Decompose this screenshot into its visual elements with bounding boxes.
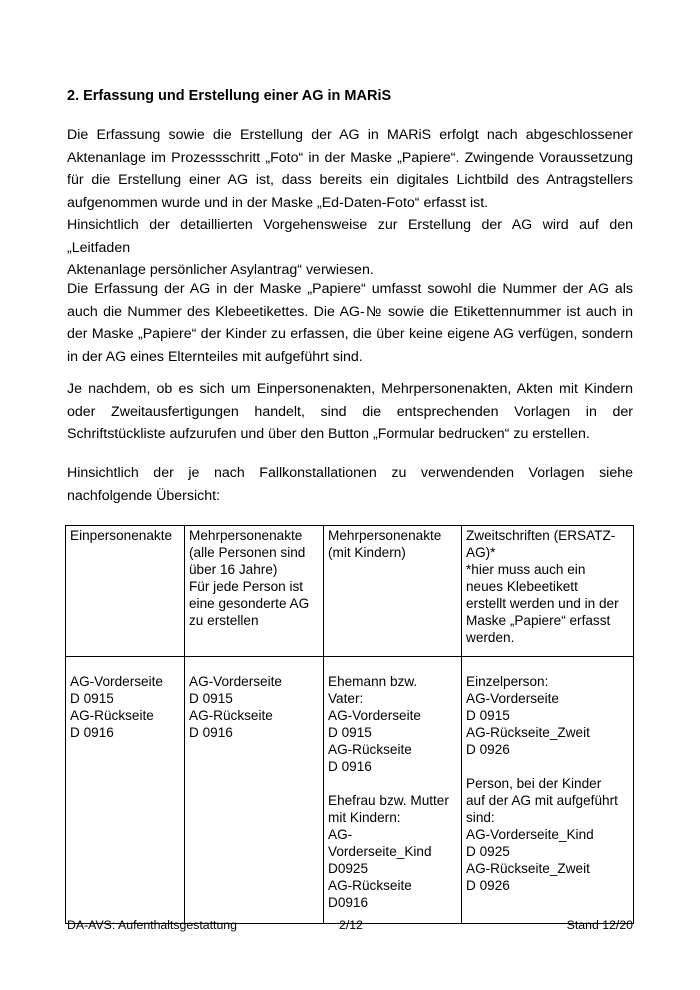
templates-table — [65, 525, 634, 924]
cell-line: D 0925 — [466, 844, 510, 859]
cell-line: AG-Rückseite — [189, 708, 273, 723]
cell-line: AG)* — [466, 545, 496, 560]
cell-line: D 0916 — [70, 725, 114, 740]
cell-line: Einpersonenakte — [70, 528, 173, 543]
paragraph-4 — [67, 462, 633, 507]
cell-spacer — [466, 758, 629, 775]
cell-line: zu erstellen — [189, 613, 259, 628]
cell-line: AG-Rückseite — [70, 708, 154, 723]
cell-line: sind: — [466, 810, 495, 825]
table-header-cell — [462, 526, 634, 657]
cell-line: D 0915 — [189, 691, 233, 706]
cell-line: D 0915 — [466, 708, 510, 723]
cell-line: Ehefrau bzw. Mutter — [328, 793, 449, 808]
cell-line: mit Kindern: — [328, 810, 401, 825]
text-line: der Maske „Papiere“ der Kinder zu erfassen, die über keine eigene AG verfügen, sondern — [67, 326, 633, 342]
cell-line: D 0915 — [328, 725, 372, 740]
cell-line: (alle Personen sind — [189, 545, 306, 560]
text-line: Schriftstückliste aufzurufen und über den Button „Formular bedrucken“ zu erstellen. — [67, 426, 590, 442]
cell-spacer — [328, 775, 457, 792]
paragraph-1 — [67, 124, 633, 282]
cell-line: D 0916 — [189, 725, 233, 740]
cell-line: AG-Rückseite — [328, 878, 412, 893]
paragraph-3 — [67, 378, 633, 446]
cell-line: Einzelperson: — [466, 674, 549, 689]
cell-line: AG- — [328, 827, 353, 842]
text-line: auch die Nummer des Klebeetikettes. Die AG-№ sowie die Etikettennummer ist auch in — [67, 303, 633, 320]
text-line: Hinsichtlich der detaillierten Vorgehensweise zur Erstellung der AG wird auf den „Leitfaden — [67, 217, 633, 256]
table-cell — [66, 657, 185, 924]
cell-line: werden. — [466, 630, 515, 645]
cell-line: Ehemann bzw. — [328, 674, 418, 689]
text-line: Aktenanlage persönlicher Asylantrag“ verwiesen. — [67, 262, 374, 278]
cell-line: Mehrpersonenakte — [328, 528, 442, 543]
cell-line: D0916 — [328, 895, 369, 910]
cell-line: AG-Rückseite_Zweit — [466, 725, 590, 740]
cell-line: erstellt werden und in der — [466, 596, 619, 611]
cell-line: über 16 Jahre) — [189, 562, 278, 577]
cell-line: eine gesonderte AG — [189, 596, 310, 611]
cell-line: Mehrpersonenakte — [189, 528, 303, 543]
cell-line: AG-Vorderseite — [466, 691, 559, 706]
cell-line: AG-Rückseite_Zweit — [466, 861, 590, 876]
page-footer — [67, 917, 633, 933]
table-header-cell — [324, 526, 462, 657]
table-header-row — [66, 526, 634, 657]
table-header-cell — [66, 526, 185, 657]
table-cell — [462, 657, 634, 924]
text-line: Die Erfassung sowie die Erstellung der AG in MARiS erfolgt nach abgeschlossener — [67, 127, 633, 143]
cell-line: D 0916 — [328, 759, 372, 774]
cell-line: neues Klebeetikett — [466, 579, 578, 594]
cell-line: *hier muss auch ein — [466, 562, 586, 577]
footer-page-number: 2/12 — [339, 918, 363, 932]
cell-line: (mit Kindern) — [328, 545, 406, 560]
text-line: Die Erfassung der AG in der Maske „Papiere“ umfasst sowohl die Nummer der AG als — [67, 281, 633, 297]
paragraph-2 — [67, 278, 633, 368]
cell-line: auf der AG mit aufgeführt — [466, 793, 618, 808]
cell-line: D 0926 — [466, 878, 510, 893]
footer-document-title: DA-AVS: Aufenthaltsgestattung — [67, 918, 237, 932]
cell-line: AG-Vorderseite — [189, 674, 282, 689]
text-line: nachfolgende Übersicht: — [67, 487, 221, 504]
cell-line: Für jede Person ist — [189, 579, 304, 594]
table-header-cell — [185, 526, 324, 657]
text-line: oder Zweitausfertigungen handelt, sind die entsprechenden Vorlagen in der — [67, 403, 633, 420]
footer-status-date: Stand 12/20 — [566, 918, 633, 932]
text-line: Hinsichtlich der je nach Fallkonstallationen zu verwendenden Vorlagen siehe — [67, 465, 633, 481]
section-heading: 2. Erfassung und Erstellung einer AG in MARiS — [67, 88, 392, 104]
text-line: für die Erstellung einer AG ist, dass bereits ein digitales Lichtbild des Antragstellers — [67, 172, 633, 188]
text-line: aufgenommen wurde und in der Maske „Ed-Daten-Foto“ erfasst ist. — [67, 194, 489, 211]
text-line: in der AG eines Elternteiles mit aufgeführt sind. — [67, 348, 363, 365]
cell-line: Maske „Papiere“ erfasst — [466, 613, 611, 628]
cell-line: AG-Vorderseite — [328, 708, 421, 723]
text-line: Aktenanlage im Prozessschritt „Foto“ in der Maske „Papiere“. Zwingende Voraussetzung — [67, 149, 633, 166]
table-row — [66, 657, 634, 924]
cell-line: Vater: — [328, 691, 364, 706]
table-cell — [185, 657, 324, 924]
cell-line: AG-Vorderseite — [70, 674, 163, 689]
table-cell — [324, 657, 462, 924]
cell-line: AG-Rückseite — [328, 742, 412, 757]
text-line: Je nachdem, ob es sich um Einpersonenakten, Mehrpersonenakten, Akten mit Kindern — [67, 381, 633, 397]
cell-line: D 0926 — [466, 742, 510, 757]
cell-line: Zweitschriften (ERSATZ- — [466, 528, 616, 543]
cell-line: Vorderseite_Kind — [328, 844, 432, 859]
cell-line: D0925 — [328, 861, 369, 876]
cell-line: D 0915 — [70, 691, 114, 706]
cell-line: AG-Vorderseite_Kind — [466, 827, 594, 842]
cell-line: Person, bei der Kinder — [466, 776, 602, 791]
